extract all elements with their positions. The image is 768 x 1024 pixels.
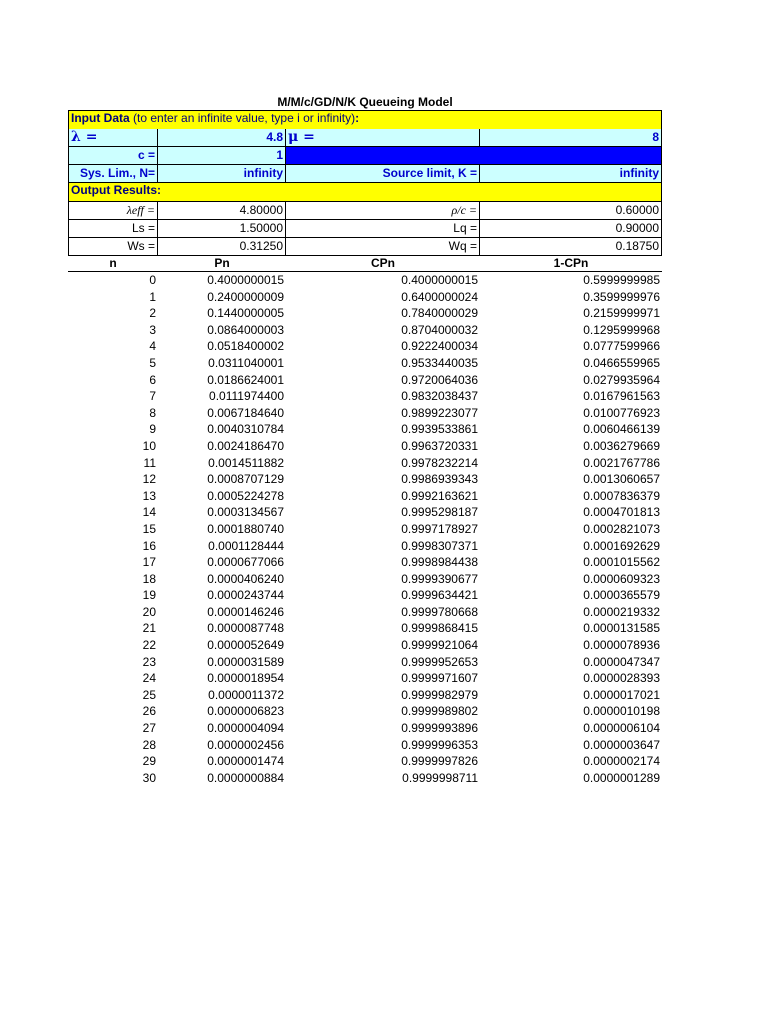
cell-cpn: 0.4000000015 [401,273,478,287]
cell-one-minus-cpn: 0.0167961563 [583,389,660,404]
cell-one-minus-cpn: 0.0000609323 [583,571,660,586]
output-results-header [68,183,662,202]
cell-pn: 0.4000000015 [207,273,284,287]
cell-pn: 0.0864000003 [207,322,284,337]
cell-one-minus-cpn: 0.0000047347 [583,654,660,669]
cell-one-minus-cpn: 0.0002821073 [583,521,660,536]
cell-one-minus-cpn: 0.0013060657 [583,472,660,487]
table-row [68,604,662,621]
table-row [68,272,662,289]
cell-cpn: 0.9998984438 [401,555,478,570]
table-row [68,737,662,754]
cell-pn: 0.0000006823 [207,704,284,719]
cell-cpn: 0.9999997826 [401,754,478,769]
table-row [68,637,662,654]
table-row [68,388,662,405]
table-row [68,687,662,704]
table-row [68,488,662,505]
cell-cpn: 0.9978232214 [401,455,478,470]
table-row [68,753,662,770]
table-row [68,305,662,322]
cell-n: 29 [142,754,156,769]
cell-cpn: 0.9999982979 [401,687,478,702]
lambda-eff-row [68,202,662,220]
cell-n: 26 [142,704,156,719]
cell-n: 6 [149,372,156,387]
cell-one-minus-cpn: 0.2159999971 [583,306,660,321]
table-row [68,372,662,389]
cell-n: 21 [142,621,156,636]
column-header-cpn: CPn [371,256,395,270]
table-row [68,620,662,637]
cell-cpn: 0.9720064036 [401,372,478,387]
cell-one-minus-cpn: 0.0000365579 [583,588,660,603]
cell-one-minus-cpn: 0.0000028393 [583,671,660,686]
cell-n: 20 [142,604,156,619]
table-row [68,455,662,472]
cell-cpn: 0.9999780668 [401,604,478,619]
cell-pn: 0.0001880740 [207,521,284,536]
cell-n: 27 [142,721,156,736]
cell-n: 30 [142,770,156,785]
rho-value: 0.60000 [480,202,662,220]
wq-value: 0.18750 [480,238,662,256]
cell-cpn: 0.9999390677 [401,571,478,586]
table-row [68,654,662,671]
cell-pn: 0.0008707129 [207,472,284,487]
cell-n: 11 [143,455,156,470]
cell-n: 13 [142,488,156,503]
wq-label: Wq = [286,238,480,256]
cell-one-minus-cpn: 0.0000219332 [583,604,660,619]
cell-one-minus-cpn: 0.0021767786 [583,455,660,470]
cell-cpn: 0.9999634421 [401,588,478,603]
cell-cpn: 0.9999996353 [401,737,478,752]
cell-n: 18 [142,571,156,586]
cell-pn: 0.0001128444 [208,538,284,553]
cell-n: 24 [142,671,156,686]
column-header-one-minus-cpn: 1-CPn [553,256,589,270]
cell-pn: 0.0311040001 [208,355,284,370]
system-limit-label: Sys. Lim., N= [68,165,158,183]
system-limit-input[interactable]: infinity [158,165,286,183]
ls-label: Ls = [68,220,158,238]
cell-pn: 0.0518400002 [207,339,284,354]
cell-pn: 0.0000146246 [207,604,284,619]
cell-cpn: 0.9939533861 [401,422,478,437]
cell-n: 0 [149,273,156,287]
cell-cpn: 0.9997178927 [401,521,478,536]
cell-cpn: 0.9999971607 [401,671,478,686]
cell-cpn: 0.9999989802 [401,704,478,719]
cell-one-minus-cpn: 0.0036279669 [583,438,660,453]
cell-pn: 0.0000677066 [207,555,284,570]
cell-pn: 0.0000002456 [207,737,284,752]
cell-n: 16 [142,538,156,553]
ws-label: Ws = [68,238,158,256]
cell-n: 3 [149,322,156,337]
cell-pn: 0.0000001474 [207,754,284,769]
column-header-n: n [109,256,117,270]
cell-one-minus-cpn: 0.0000003647 [583,737,660,752]
cell-one-minus-cpn: 0.1295999968 [583,322,660,337]
cell-pn: 0.0000031589 [207,654,284,669]
cell-cpn: 0.7840000029 [401,306,478,321]
cell-pn: 0.0024186470 [207,438,284,453]
lq-value: 0.90000 [480,220,662,238]
cell-one-minus-cpn: 0.0001692629 [583,538,660,553]
cell-cpn: 0.9999921064 [401,638,478,653]
page-title: M/M/c/GD/N/K Queueing Model [277,95,453,109]
cell-one-minus-cpn: 0.5999999985 [583,273,660,287]
cell-pn: 0.0000018954 [207,671,284,686]
cell-one-minus-cpn: 0.0000002174 [583,754,660,769]
cell-one-minus-cpn: 0.0007836379 [583,488,660,503]
table-row [68,405,662,422]
probability-table-header [68,256,662,272]
cell-cpn: 0.9999998711 [402,770,478,785]
cell-one-minus-cpn: 0.3599999976 [583,289,660,304]
cell-one-minus-cpn: 0.0001015562 [583,555,660,570]
table-row [68,770,662,787]
cell-n: 12 [142,472,156,487]
cell-pn: 0.0111974400 [209,389,284,404]
cell-pn: 0.0003134567 [207,505,284,520]
table-row [68,571,662,588]
cell-cpn: 0.9222400034 [401,339,478,354]
cell-cpn: 0.9999952653 [401,654,478,669]
table-row [68,521,662,538]
mu-input[interactable]: 8 [480,129,662,147]
cell-n: 5 [149,355,156,370]
lambda-input[interactable]: 4.8 [158,129,286,147]
cell-pn: 0.0040310784 [207,422,284,437]
lq-label: Lq = [286,220,480,238]
lambda-label: λ = [68,129,158,147]
cell-cpn: 0.9832038437 [401,389,478,404]
source-limit-label: Source limit, K = [286,165,480,183]
table-row [68,720,662,737]
cell-n: 1 [149,289,156,304]
table-row [68,504,662,521]
cell-pn: 0.0014511882 [208,455,284,470]
table-row [68,438,662,455]
cell-cpn: 0.9992163621 [401,488,478,503]
probability-table-body [68,272,662,786]
cell-pn: 0.0000087748 [207,621,284,636]
cell-cpn: 0.9999868415 [401,621,478,636]
cell-pn: 0.0000406240 [207,571,284,586]
cell-n: 19 [142,588,156,603]
input-data-colon: : [355,111,360,125]
cell-n: 2 [149,306,156,321]
table-row [68,703,662,720]
cell-pn: 0.0000011372 [208,687,284,702]
ls-lq-row [68,220,662,238]
input-data-label: Input Data [71,111,130,125]
ws-wq-row [68,238,662,256]
cell-cpn: 0.8704000032 [401,322,478,337]
cell-n: 15 [142,521,156,536]
cell-cpn: 0.9986939343 [401,472,478,487]
table-row [68,538,662,555]
mu-label: μ = [286,129,480,147]
cell-cpn: 0.9999993896 [401,721,478,736]
cell-n: 10 [142,438,156,453]
table-row [68,355,662,372]
cell-one-minus-cpn: 0.0004701813 [583,505,660,520]
c-input[interactable]: 1 [158,147,286,165]
cell-pn: 0.0067184640 [207,405,284,420]
selected-cell-range[interactable] [286,147,662,165]
lambda-mu-row [68,129,662,147]
spreadsheet [68,94,662,786]
cell-n: 7 [149,389,156,404]
c-row [68,147,662,165]
ls-value: 1.50000 [158,220,286,238]
cell-one-minus-cpn: 0.0466559965 [583,355,660,370]
source-limit-input[interactable]: infinity [480,165,662,183]
table-row [68,554,662,571]
lambda-eff-value: 4.80000 [158,202,286,220]
cell-n: 4 [149,339,156,354]
cell-pn: 0.0000243744 [207,588,284,603]
rho-label: ρ/c = [286,202,480,220]
cell-cpn: 0.9899223077 [401,405,478,420]
cell-n: 8 [149,405,156,420]
cell-pn: 0.1440000005 [207,306,284,321]
ws-value: 0.31250 [158,238,286,256]
limits-row [68,165,662,183]
table-row [68,289,662,306]
cell-one-minus-cpn: 0.0000006104 [583,721,660,736]
cell-one-minus-cpn: 0.0000001289 [583,770,660,785]
table-row [68,322,662,339]
cell-cpn: 0.9533440035 [401,355,478,370]
cell-pn: 0.0000004094 [207,721,284,736]
cell-one-minus-cpn: 0.0777599966 [583,339,660,354]
input-data-header [68,110,662,129]
cell-one-minus-cpn: 0.0100776923 [583,405,660,420]
lambda-eff-label: λeff = [68,202,158,220]
cell-n: 17 [142,555,156,570]
table-row [68,421,662,438]
c-label: c = [68,147,158,165]
cell-cpn: 0.9995298187 [401,505,478,520]
cell-n: 22 [142,638,156,653]
cell-n: 25 [142,687,156,702]
cell-cpn: 0.9998307371 [401,538,478,553]
cell-n: 14 [142,505,156,520]
cell-one-minus-cpn: 0.0279935964 [583,372,660,387]
cell-one-minus-cpn: 0.0000010198 [583,704,660,719]
output-results-label: Output Results: [71,183,161,197]
table-row [68,670,662,687]
cell-cpn: 0.6400000024 [401,289,478,304]
column-header-pn: Pn [214,256,230,270]
cell-n: 28 [142,737,156,752]
cell-pn: 0.0005224278 [207,488,284,503]
cell-one-minus-cpn: 0.0000131585 [583,621,660,636]
cell-one-minus-cpn: 0.0000017021 [583,687,660,702]
table-row [68,587,662,604]
cell-n: 23 [142,654,156,669]
cell-pn: 0.0000052649 [207,638,284,653]
table-row [68,471,662,488]
cell-one-minus-cpn: 0.0000078936 [583,638,660,653]
cell-cpn: 0.9963720331 [401,438,478,453]
input-data-hint: (to enter an infinite value, type i or infinity) [129,111,356,125]
cell-one-minus-cpn: 0.0060466139 [583,422,660,437]
table-row [68,338,662,355]
cell-n: 9 [149,422,156,437]
cell-pn: 0.2400000009 [207,289,284,304]
cell-pn: 0.0000000884 [207,770,284,785]
cell-pn: 0.0186624001 [207,372,284,387]
